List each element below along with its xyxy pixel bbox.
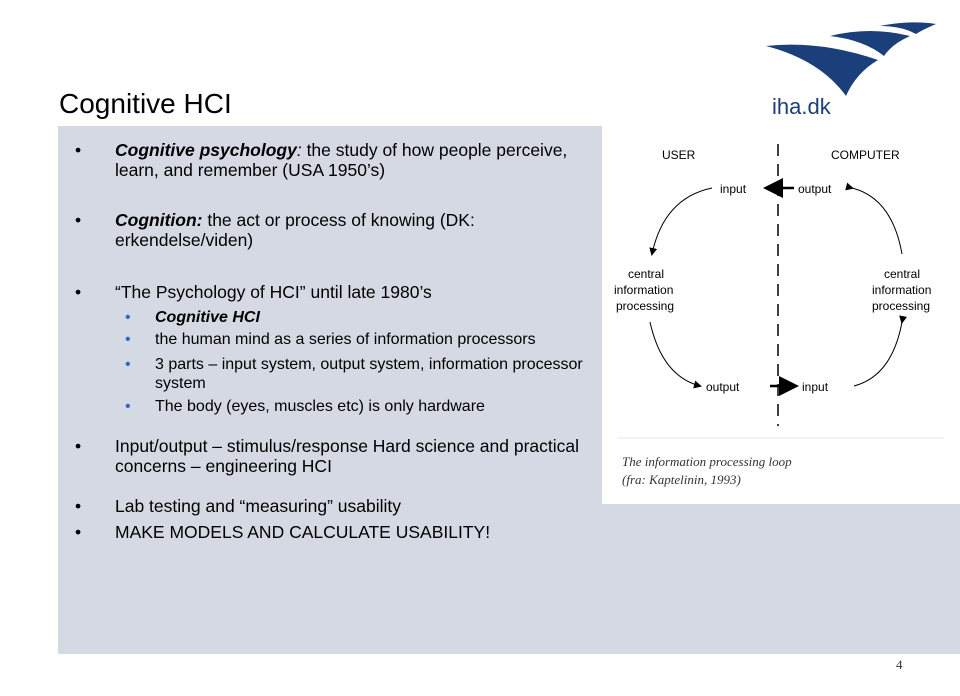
caption-line1: The information processing loop — [622, 454, 792, 469]
logo-text: iha.dk — [772, 94, 831, 119]
sub-bullet-text: 3 parts – input system, output system, information processor system — [155, 356, 583, 392]
page-number: 4 — [896, 657, 903, 672]
bullet-list — [75, 138, 600, 542]
sub-bullet-text: the human mind as a series of information processors — [155, 331, 536, 348]
central-left-label: central information processing — [614, 267, 675, 313]
curve-arrow-top-left — [652, 188, 712, 254]
bullet-psychology-hci — [75, 282, 600, 302]
curve-arrow-top-right — [852, 188, 902, 254]
diagram-svg — [602, 126, 960, 504]
bullet-text: the act or process of knowing (DK: erkendelse/viden) — [115, 210, 475, 250]
sub-bullet — [75, 308, 600, 327]
bullet-cognition — [75, 210, 600, 250]
output-bottom-label: output — [706, 380, 740, 394]
curve-arrow-bottom-right — [854, 322, 902, 386]
sub-bullet-text: The body (eyes, muscles etc) is only hardware — [155, 398, 485, 415]
input-bottom-label: input — [802, 380, 829, 394]
bullet-input-output — [75, 436, 600, 476]
computer-label: COMPUTER — [831, 148, 900, 162]
user-label: USER — [662, 148, 696, 162]
bullet-text: Input/output – stimulus/response Hard science and practical concerns – engineering HCI — [115, 436, 580, 476]
bullet-text: “The Psychology of HCI” until late 1980’s — [115, 282, 432, 302]
bullet-cognitive-psychology — [75, 140, 600, 180]
central-right-label: central information processing — [872, 267, 932, 313]
bullet-lab-testing — [75, 496, 600, 516]
curve-arrow-bottom-left — [650, 322, 700, 386]
term-sep: : — [296, 140, 302, 160]
term: Cognitive psychology — [115, 140, 297, 160]
sub-bullet — [75, 397, 600, 416]
bullet-text: the study of how people perceive, learn, and remember (USA 1950’s) — [115, 140, 568, 180]
input-top-label: input — [720, 182, 747, 196]
output-top-label: output — [798, 182, 832, 196]
information-processing-diagram — [602, 126, 960, 504]
bullet-text: Lab testing and “measuring” usability — [115, 496, 401, 516]
term: Cognition: — [115, 210, 203, 230]
sub-bullet — [75, 330, 600, 349]
bullet-text: MAKE MODELS AND CALCULATE USABILITY! — [115, 522, 491, 542]
slide-title: Cognitive HCI — [59, 88, 232, 119]
bullet-make-models — [75, 522, 600, 542]
sub-bullet-text: Cognitive HCI — [155, 309, 260, 326]
sub-bullet — [75, 355, 600, 393]
caption-line2: (fra: Kaptelinin, 1993) — [622, 472, 741, 487]
